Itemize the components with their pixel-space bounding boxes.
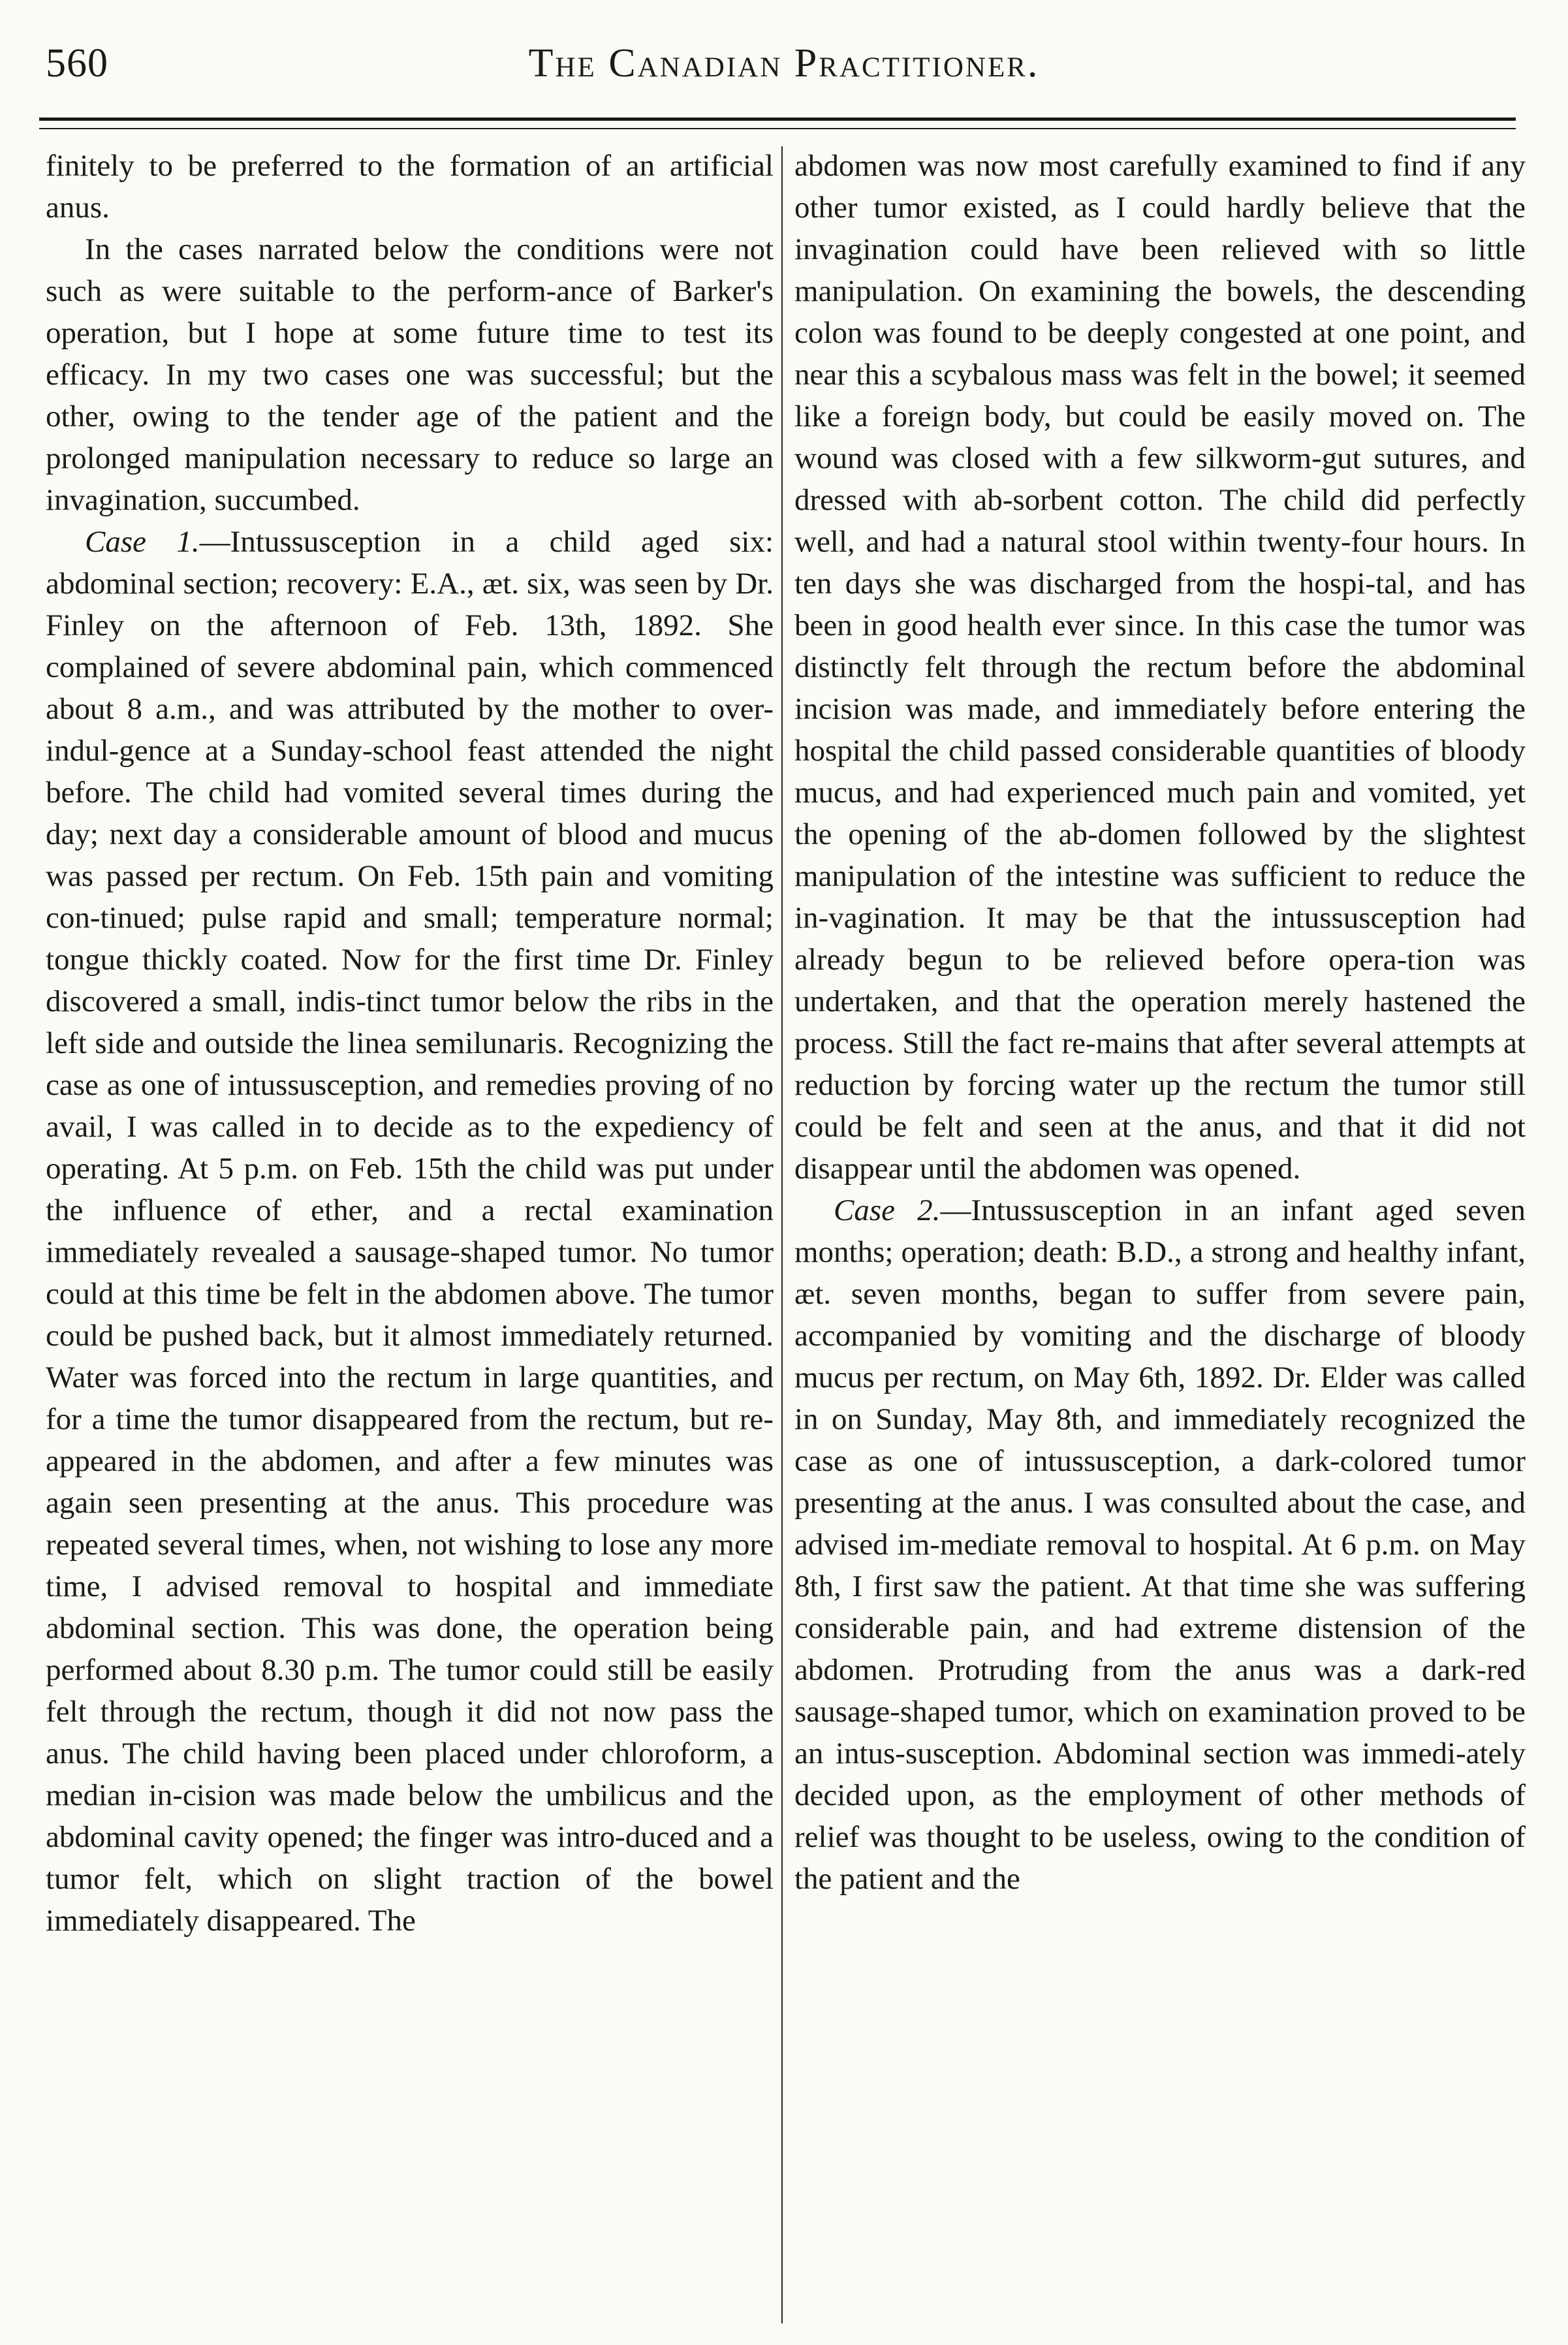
case-1-label: Case 1.: [85, 525, 200, 559]
case-2-text: —Intussusception in an infant aged seven months; operation; death: B.D., a strong and healthy infant, æt. seven months, began to suffer from severe pain, accompanied by vomiting and the discharge of bloody mucus per rectum, on May 6th, 1892. Dr. Elder was called in on Sunday, May 8th, and immediately recognized the case as one of intussusception, a dark-colored tumor presenting at the anus. I was consulted about the case, and advised im-mediate removal to hospital. At 6 p.m. on May 8th, I first saw the patient. At that time she was suffering considerable pain, and had extreme distension of the abdomen. Protruding from the anus was a dark-red sausage-shaped tumor, which on examination proved to be an intus-susception. Abdominal section was immedi-ately decided upon, as the employment of other methods of relief was thought to be useless, owing to the condition of the patient and the: [794, 1193, 1526, 1896]
page-number: 560: [46, 41, 108, 86]
right-column: [794, 145, 1526, 1900]
running-head: The Canadian Practitioner.: [528, 41, 1040, 86]
paragraph-case-2: [794, 1189, 1526, 1900]
paragraph-case-1: [46, 521, 774, 1942]
left-column: [46, 145, 774, 1942]
header-rule-thin: [39, 128, 1516, 129]
case-2-label: Case 2.: [834, 1193, 941, 1227]
header-rule-thick: [39, 118, 1516, 121]
paragraph-continued: finitely to be preferred to the formation of an artificial anus.: [46, 149, 774, 225]
column-divider: [781, 146, 783, 2323]
paragraph-case-1-continued: abdomen was now most carefully examined to find if any other tumor existed, as I could hardly believe that the invagination could have been relieved with so little manipulation. On examining the bowels, the descending colon was found to be deeply congested at one point, and near this a scybalous mass was felt in the bowel; it seemed like a foreign body, but could be easily moved on. The wound was closed with a few silkworm-gut sutures, and dressed with ab-sorbent cotton. The child did perfectly well, and had a natural stool within twenty-four hours. In ten days she was discharged from the hospi-tal, and has been in good health ever since. In this case the tumor was distinctly felt through the rectum before the abdominal incision was made, and immediately before entering the hospital the child passed considerable quantities of bloody mucus, and had experienced much pain and vomited, yet the opening of the ab-domen followed by the slightest manipulation of the intestine was sufficient to reduce the in-vagination. It may be that the intussusception had already begun to be relieved before opera-tion was undertaken, and that the operation merely hastened the process. Still the fact re-mains that after several attempts at reduction by forcing water up the rectum the tumor still could be felt and seen at the anus, and that it did not disappear until the abdomen was opened.: [794, 149, 1526, 1186]
paragraph-cases-intro: In the cases narrated below the conditions were not such as were suitable to the perform-ance of Barker's operation, but I hope at some future time to test its efficacy. In my two cases one was successful; but the other, owing to the tender age of the patient and the prolonged manipulation necessary to reduce so large an invagination, succumbed.: [46, 232, 774, 517]
case-1-text: —Intussusception in a child aged six: abdominal section; recovery: E.A., æt. six, was seen by Dr. Finley on the afternoon of Feb. 13th, 1892. She complained of severe abdominal pain, which commenced about 8 a.m., and was attributed by the mother to over-indul-gence at a Sunday-school feast attended the night before. The child had vomited several times during the day; next day a considerable amount of blood and mucus was passed per rectum. On Feb. 15th pain and vomiting con-tinued; pulse rapid and small; temperature normal; tongue thickly coated. Now for the first time Dr. Finley discovered a small, indis-tinct tumor below the ribs in the left side and outside the linea semilunaris. Recognizing the case as one of intussusception, and remedies proving of no avail, I was called in to decide as to the expediency of operating. At 5 p.m. on Feb. 15th the child was put under the influence of ether, and a rectal examination immediately revealed a sausage-shaped tumor. No tumor could at this time be felt in the abdomen above. The tumor could be pushed back, but it almost immediately returned. Water was forced into the rectum in large quantities, and for a time the tumor disappeared from the rectum, but re-appeared in the abdomen, and after a few minutes was again seen presenting at the anus. This procedure was repeated several times, when, not wishing to lose any more time, I advised removal to hospital and immediate abdominal section. This was done, the operation being performed about 8.30 p.m. The tumor could still be easily felt through the rectum, though it did not now pass the anus. The child having been placed under chloroform, a median in-cision was made below the umbilicus and the abdominal cavity opened; the finger was intro-duced and a tumor felt, which on slight traction of the bowel immediately disappeared. The: [46, 525, 774, 1938]
